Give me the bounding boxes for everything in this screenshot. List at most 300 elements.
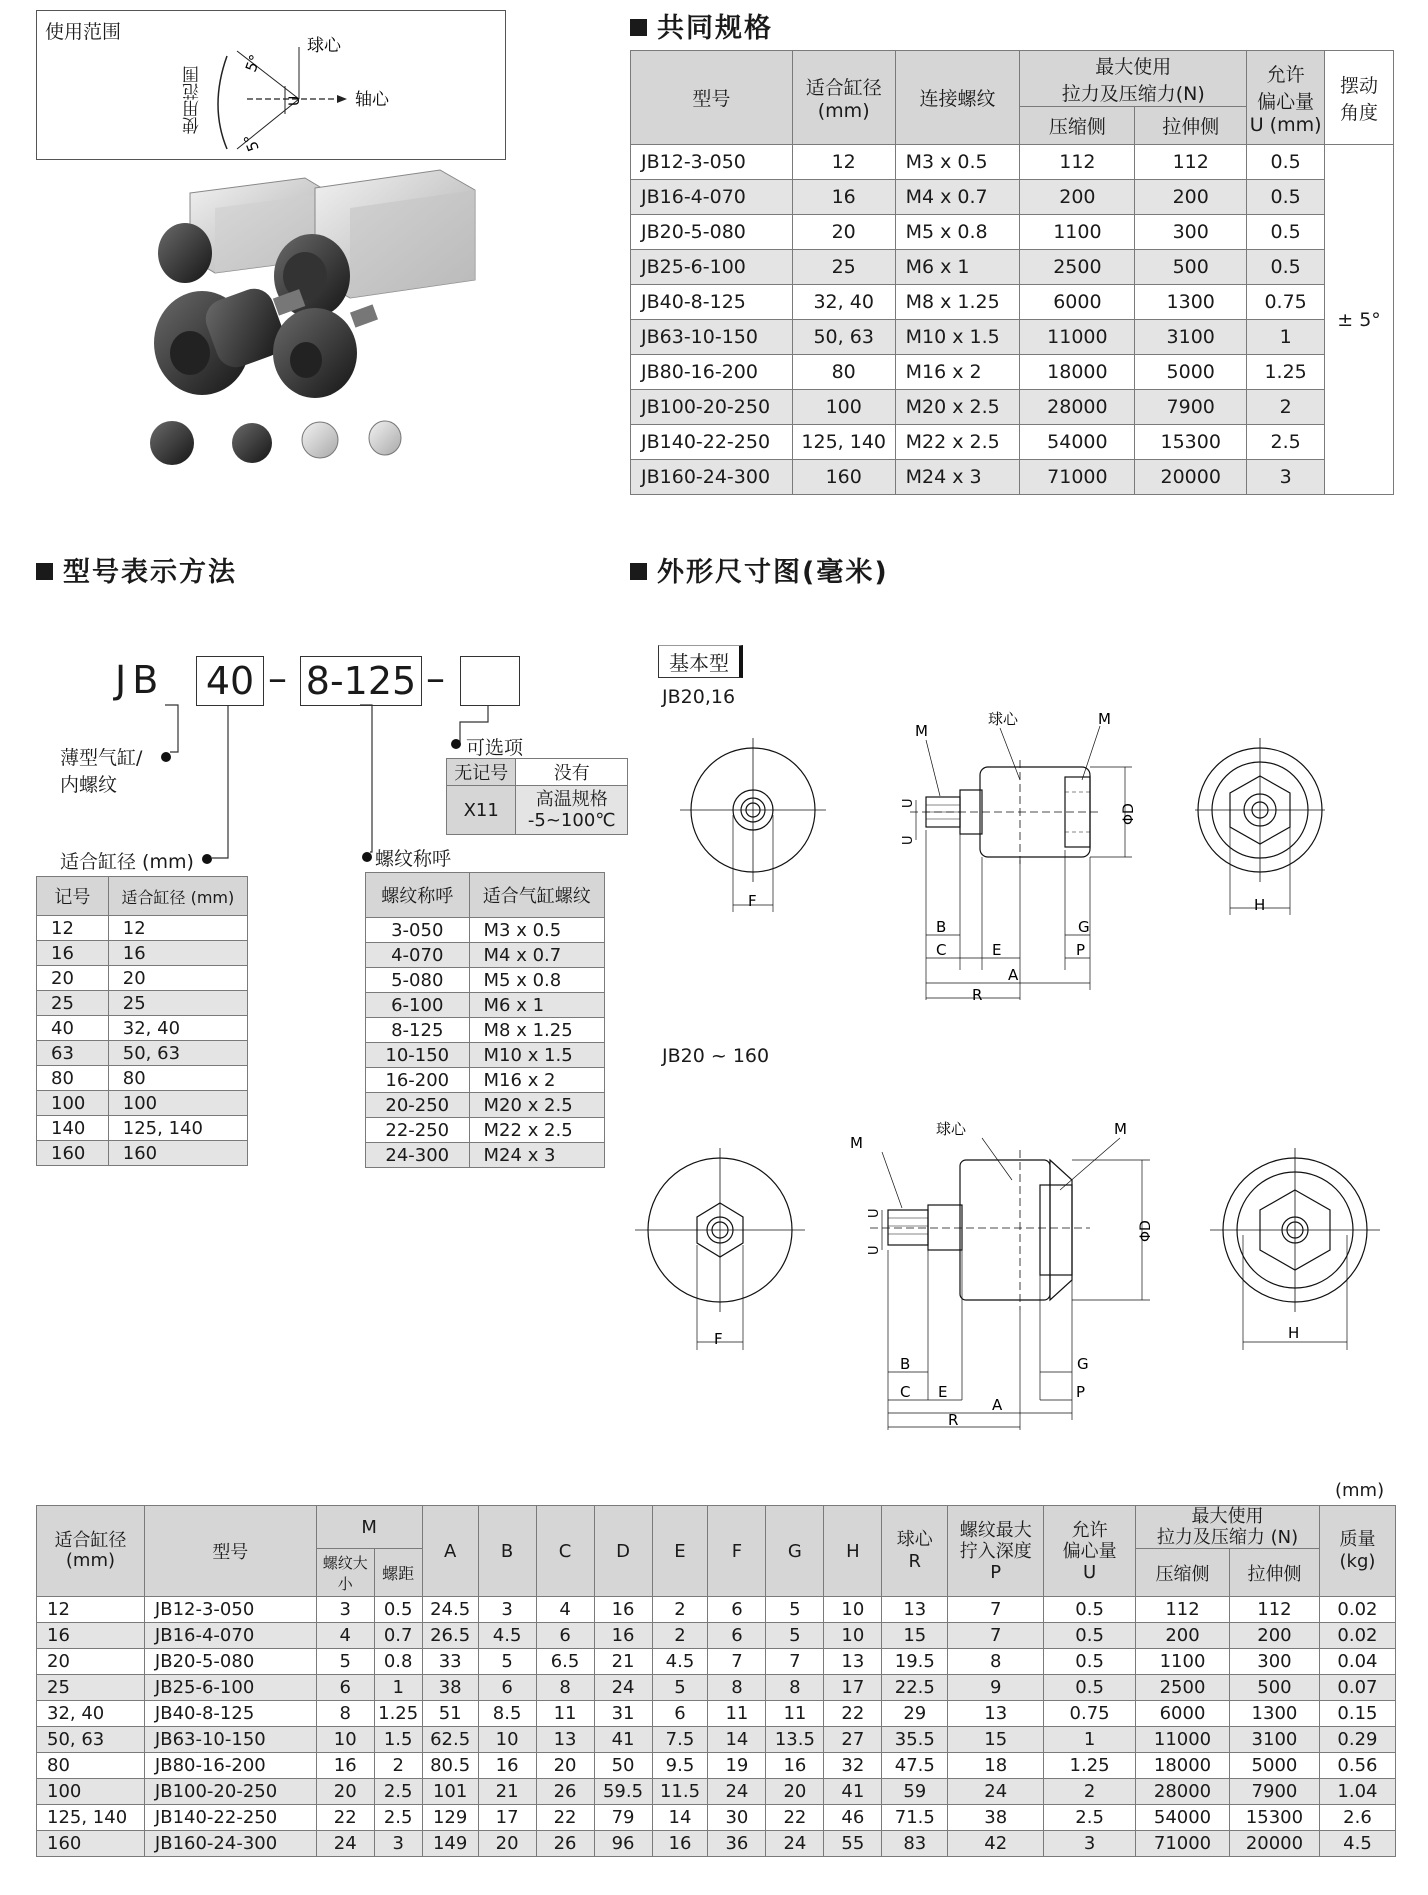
table-cell: 38 (948, 1805, 1044, 1831)
table-cell: 4.5 (652, 1649, 708, 1675)
table-cell: 125, 140 (37, 1805, 145, 1831)
spec-cell: JB16-4-070 (631, 180, 793, 215)
table-cell: 14 (708, 1727, 766, 1753)
spec-cell: M5 x 0.8 (895, 215, 1020, 250)
table-row (37, 1066, 248, 1091)
spec-cell: 6000 (1020, 285, 1135, 320)
table-cell: 1100 (1136, 1649, 1230, 1675)
table-cell: 6000 (1136, 1701, 1230, 1727)
spec-header-max-force: 最大使用 拉力及压缩力(N) (1020, 51, 1247, 107)
spec-swing-value: ± 5° (1325, 145, 1394, 495)
spec-cell: 0.75 (1247, 285, 1325, 320)
dim-header-e: E (652, 1506, 708, 1597)
table-cell: 3 (316, 1597, 374, 1623)
spec-row (631, 250, 1394, 285)
spec-cell: 1100 (1020, 215, 1135, 250)
dim-header-tension: 拉伸侧 (1229, 1549, 1319, 1597)
table-cell: 4-070 (366, 943, 470, 968)
table-cell: 149 (422, 1831, 478, 1857)
dim-header-p: 螺纹最大 拧入深度 P (948, 1506, 1044, 1597)
table-cell: JB25-6-100 (144, 1675, 316, 1701)
table-cell: 300 (1229, 1649, 1319, 1675)
spec-cell: 2500 (1020, 250, 1135, 285)
spec-cell: 0.5 (1247, 250, 1325, 285)
dim-label-c: C (936, 941, 947, 959)
model-code-thread: 8-125 (305, 659, 417, 703)
table-cell: 8-125 (366, 1018, 470, 1043)
table-cell: 29 (882, 1701, 948, 1727)
spec-cell: 20000 (1135, 460, 1247, 495)
dim-header-bore: 适合缸径 (mm) (37, 1506, 145, 1597)
table-cell: 24 (708, 1779, 766, 1805)
table-cell: 96 (594, 1831, 652, 1857)
table-cell: 7 (948, 1623, 1044, 1649)
table-cell: 10 (824, 1597, 882, 1623)
table-cell: 51 (422, 1701, 478, 1727)
table-row (366, 1118, 605, 1143)
option-table (446, 758, 628, 835)
spec-cell: 12 (792, 145, 895, 180)
table-cell: 62.5 (422, 1727, 478, 1753)
table-cell: 22.5 (882, 1675, 948, 1701)
table-cell: 101 (422, 1779, 478, 1805)
table-cell: 6.5 (536, 1649, 594, 1675)
range-axis-label: 轴心 (355, 90, 389, 110)
table-cell: 24 (594, 1675, 652, 1701)
table-cell: 13 (824, 1649, 882, 1675)
table-cell: 83 (882, 1831, 948, 1857)
spec-row (631, 425, 1394, 460)
table-cell: JB12-3-050 (144, 1597, 316, 1623)
table-row (366, 943, 605, 968)
table-cell: 2.5 (1044, 1805, 1136, 1831)
table-row (366, 1093, 605, 1118)
table-cell: 100 (37, 1779, 145, 1805)
table-cell: 24.5 (422, 1597, 478, 1623)
spec-header-compress: 压缩侧 (1020, 107, 1135, 145)
table-cell: 27 (824, 1727, 882, 1753)
table-cell: 12 (37, 916, 109, 941)
table-cell: 24 (316, 1831, 374, 1857)
table-cell: 36 (708, 1831, 766, 1857)
table-cell: 20 (766, 1779, 824, 1805)
table-cell: 6-100 (366, 993, 470, 1018)
table-row (37, 1727, 1396, 1753)
table-cell: 2 (1044, 1779, 1136, 1805)
table-row (37, 1091, 248, 1116)
table-cell: 11 (536, 1701, 594, 1727)
table-cell: 7 (708, 1649, 766, 1675)
range-angle-bottom: 5° (240, 131, 263, 154)
table-cell: 3 (1044, 1831, 1136, 1857)
section-title-outline-text: 外形尺寸图(毫米) (657, 557, 889, 588)
table-cell: JB140-22-250 (144, 1805, 316, 1831)
table-cell: 50 (594, 1753, 652, 1779)
table-cell: 8.5 (478, 1701, 536, 1727)
table-cell: 20 (478, 1831, 536, 1857)
table-cell: 16 (766, 1753, 824, 1779)
range-ball-label: 球心 (307, 36, 341, 56)
dimension-table (36, 1505, 1396, 1857)
dim-label-f-large: F (714, 1330, 723, 1348)
table-cell: 9.5 (652, 1753, 708, 1779)
table-row (37, 1649, 1396, 1675)
spec-cell: 1.25 (1247, 355, 1325, 390)
table-cell: 0.5 (1044, 1649, 1136, 1675)
spec-cell: 7900 (1135, 390, 1247, 425)
spec-cell: M4 x 0.7 (895, 180, 1020, 215)
model-code-dash-2: – (426, 656, 445, 700)
spec-cell: 160 (792, 460, 895, 495)
spec-cell: 3 (1247, 460, 1325, 495)
table-cell: JB20-5-080 (144, 1649, 316, 1675)
table-cell: 2500 (1136, 1675, 1230, 1701)
spec-cell: 300 (1135, 215, 1247, 250)
table-cell: 9 (948, 1675, 1044, 1701)
table-cell: 11000 (1136, 1727, 1230, 1753)
bore-header-code: 记号 (37, 877, 109, 916)
basic-type-tag (658, 645, 743, 678)
dim-header-model: 型号 (144, 1506, 316, 1597)
table-cell: 21 (478, 1779, 536, 1805)
table-cell: 22 (316, 1805, 374, 1831)
table-row (37, 1831, 1396, 1857)
ball-center-label: 球心 (988, 710, 1019, 728)
table-cell: 8 (536, 1675, 594, 1701)
table-cell: 22-250 (366, 1118, 470, 1143)
spec-cell: 2.5 (1247, 425, 1325, 460)
table-cell: 32, 40 (37, 1701, 145, 1727)
table-cell: 16 (316, 1753, 374, 1779)
dim-label-b: B (936, 918, 947, 936)
table-cell: 1.25 (374, 1701, 422, 1727)
spec-cell: 80 (792, 355, 895, 390)
table-cell: 6 (708, 1597, 766, 1623)
dim-header-b: B (478, 1506, 536, 1597)
dim-label-p-large: P (1076, 1383, 1086, 1401)
spec-cell: 54000 (1020, 425, 1135, 460)
label-bore: 适合缸径 (mm) (60, 851, 194, 873)
table-cell: 7900 (1229, 1779, 1319, 1805)
table-cell: 22 (536, 1805, 594, 1831)
dim-header-c: C (536, 1506, 594, 1597)
section-title-outline (630, 550, 889, 589)
dim-label-u-1-large: U (867, 1208, 882, 1218)
table-cell: 129 (422, 1805, 478, 1831)
table-cell: 59 (882, 1779, 948, 1805)
table-cell: 50, 63 (108, 1041, 247, 1066)
table-cell: 6 (536, 1623, 594, 1649)
spec-cell: M16 x 2 (895, 355, 1020, 390)
dim-header-mass: 质量 (kg) (1319, 1506, 1395, 1597)
dim-label-a: A (1008, 966, 1019, 984)
table-cell: 3100 (1229, 1727, 1319, 1753)
table-cell: 18 (948, 1753, 1044, 1779)
table-cell: 11.5 (652, 1779, 708, 1805)
dim-table-unit: (mm) (1335, 1480, 1385, 1501)
option-none-desc: 没有 (516, 759, 628, 786)
table-cell: 20 (37, 1649, 145, 1675)
spec-cell: 2 (1247, 390, 1325, 425)
table-cell: M22 x 2.5 (469, 1118, 604, 1143)
table-cell: 25 (37, 1675, 145, 1701)
table-cell: 13 (536, 1727, 594, 1753)
table-cell: 41 (594, 1727, 652, 1753)
dim-label-f: F (748, 892, 757, 910)
table-cell: 71.5 (882, 1805, 948, 1831)
table-row (37, 991, 248, 1016)
thread-header-name: 螺纹称呼 (366, 873, 470, 918)
table-cell: 1 (374, 1675, 422, 1701)
dim-header-m-pitch: 螺距 (374, 1549, 422, 1597)
spec-cell: 32, 40 (792, 285, 895, 320)
table-cell: 0.8 (374, 1649, 422, 1675)
table-cell: M4 x 0.7 (469, 943, 604, 968)
table-cell: 22 (824, 1701, 882, 1727)
spec-cell: M10 x 1.5 (895, 320, 1020, 355)
spec-cell: M24 x 3 (895, 460, 1020, 495)
dim-label-m-right-large: M (1114, 1120, 1127, 1138)
table-cell: 160 (37, 1141, 109, 1166)
table-cell: 6 (316, 1675, 374, 1701)
spec-cell: 15300 (1135, 425, 1247, 460)
bore-header-bore: 适合缸径 (mm) (108, 877, 247, 916)
table-row (366, 993, 605, 1018)
table-cell: M20 x 2.5 (469, 1093, 604, 1118)
table-cell: M5 x 0.8 (469, 968, 604, 993)
table-cell: 12 (37, 1597, 145, 1623)
table-cell: 200 (1136, 1623, 1230, 1649)
table-cell: 26 (536, 1779, 594, 1805)
table-cell: 80 (37, 1753, 145, 1779)
spec-cell: JB40-8-125 (631, 285, 793, 320)
table-cell: 1300 (1229, 1701, 1319, 1727)
table-cell: 35.5 (882, 1727, 948, 1753)
dim-header-r: 球心 R (882, 1506, 948, 1597)
dim-label-b-large: B (900, 1355, 911, 1373)
table-cell: 10-150 (366, 1043, 470, 1068)
dim-label-u-1: U (901, 798, 916, 808)
table-row (37, 1623, 1396, 1649)
table-row (37, 966, 248, 991)
model-code-dash-1: – (268, 656, 287, 700)
spec-cell: JB100-20-250 (631, 390, 793, 425)
table-cell: 0.5 (1044, 1623, 1136, 1649)
table-cell: 10 (824, 1623, 882, 1649)
table-cell: 1.04 (1319, 1779, 1395, 1805)
table-cell: 13 (948, 1701, 1044, 1727)
dim-label-e-large: E (938, 1383, 948, 1401)
spec-cell: M3 x 0.5 (895, 145, 1020, 180)
table-cell: 0.5 (1044, 1675, 1136, 1701)
spec-cell: 5000 (1135, 355, 1247, 390)
table-cell: 42 (948, 1831, 1044, 1857)
spec-row (631, 355, 1394, 390)
table-row (366, 918, 605, 943)
table-row (37, 1116, 248, 1141)
table-cell: 12 (108, 916, 247, 941)
spec-cell: M8 x 1.25 (895, 285, 1020, 320)
spec-row (631, 285, 1394, 320)
table-cell: 6 (478, 1675, 536, 1701)
table-cell: 2.6 (1319, 1805, 1395, 1831)
table-cell: 20 (37, 966, 109, 991)
table-cell: 32, 40 (108, 1016, 247, 1041)
table-cell: 25 (108, 991, 247, 1016)
table-cell: 0.02 (1319, 1623, 1395, 1649)
table-cell: 5 (478, 1649, 536, 1675)
table-cell: 54000 (1136, 1805, 1230, 1831)
spec-cell: 1300 (1135, 285, 1247, 320)
spec-header-swing: 摆动 角度 (1325, 51, 1394, 145)
spec-cell: JB80-16-200 (631, 355, 793, 390)
spec-cell: 50, 63 (792, 320, 895, 355)
table-cell: 20-250 (366, 1093, 470, 1118)
section-title-spec-text: 共同规格 (657, 13, 773, 44)
table-cell: 14 (652, 1805, 708, 1831)
table-cell: 24-300 (366, 1143, 470, 1168)
dim-label-m-left-large: M (850, 1134, 863, 1152)
table-cell: 16 (108, 941, 247, 966)
table-row (37, 1779, 1396, 1805)
table-row (366, 968, 605, 993)
range-angle-top: 5° (241, 52, 265, 75)
table-cell: 16 (478, 1753, 536, 1779)
table-cell: 140 (37, 1116, 109, 1141)
dim-header-compress: 压缩侧 (1136, 1549, 1230, 1597)
table-cell: 16 (37, 1623, 145, 1649)
spec-cell: JB140-22-250 (631, 425, 793, 460)
outline-caption-large: JB20 ~ 160 (662, 1045, 770, 1067)
spec-cell: M20 x 2.5 (895, 390, 1020, 425)
dim-header-force: 最大使用 拉力及压缩力 (N) (1136, 1506, 1320, 1549)
table-cell: 3 (478, 1597, 536, 1623)
spec-row (631, 145, 1394, 180)
spec-row (631, 215, 1394, 250)
spec-cell: 25 (792, 250, 895, 285)
table-cell: 3-050 (366, 918, 470, 943)
table-cell: 16 (594, 1597, 652, 1623)
table-cell: 28000 (1136, 1779, 1230, 1805)
dim-header-g: G (766, 1506, 824, 1597)
thread-code-table (365, 872, 605, 1168)
table-cell: 20 (316, 1779, 374, 1805)
table-cell: 2 (374, 1753, 422, 1779)
table-cell: 22 (766, 1805, 824, 1831)
spec-cell: 18000 (1020, 355, 1135, 390)
table-cell: JB16-4-070 (144, 1623, 316, 1649)
table-cell: 10 (316, 1727, 374, 1753)
table-row (37, 1675, 1396, 1701)
table-cell: 0.04 (1319, 1649, 1395, 1675)
spec-cell: M22 x 2.5 (895, 425, 1020, 460)
dim-label-m-left: M (915, 722, 928, 740)
table-cell: 0.5 (374, 1597, 422, 1623)
label-thread: 螺纹称呼 (375, 848, 452, 870)
spec-header-model: 型号 (631, 51, 793, 145)
table-cell: 7 (766, 1649, 824, 1675)
table-cell: M16 x 2 (469, 1068, 604, 1093)
label-cylinder-type: 薄型气缸/ 内螺纹 (60, 747, 143, 796)
dim-label-h-large: H (1288, 1324, 1300, 1342)
table-cell: 5-080 (366, 968, 470, 993)
spec-cell: 125, 140 (792, 425, 895, 460)
thread-header-fit: 适合气缸螺纹 (469, 873, 604, 918)
table-cell: 5 (766, 1623, 824, 1649)
table-cell: 6 (652, 1701, 708, 1727)
table-cell: 24 (948, 1779, 1044, 1805)
dim-label-r: R (972, 986, 983, 1004)
table-cell: 19.5 (882, 1649, 948, 1675)
dim-label-r-large: R (948, 1411, 959, 1429)
table-cell: 0.02 (1319, 1597, 1395, 1623)
dim-label-a-large: A (992, 1396, 1003, 1414)
dim-label-c-large: C (900, 1383, 911, 1401)
table-cell: 4.5 (1319, 1831, 1395, 1857)
spec-row (631, 320, 1394, 355)
table-cell: 5000 (1229, 1753, 1319, 1779)
table-cell: JB63-10-150 (144, 1727, 316, 1753)
table-cell: 2.5 (374, 1805, 422, 1831)
bore-code-table (36, 876, 248, 1166)
table-cell: 17 (478, 1805, 536, 1831)
option-x11-desc: 高温规格 -5~100℃ (516, 786, 628, 835)
table-cell: 24 (766, 1831, 824, 1857)
dim-header-d: D (594, 1506, 652, 1597)
table-cell: 2.5 (374, 1779, 422, 1805)
table-cell: 8 (316, 1701, 374, 1727)
table-cell: M24 x 3 (469, 1143, 604, 1168)
spec-row (631, 180, 1394, 215)
table-cell: 26 (536, 1831, 594, 1857)
table-row (37, 1701, 1396, 1727)
spec-cell: M6 x 1 (895, 250, 1020, 285)
spec-header-offset: 允许 偏心量 U (mm) (1247, 51, 1325, 145)
table-cell: 20000 (1229, 1831, 1319, 1857)
table-cell: 16 (37, 941, 109, 966)
option-code-x11: X11 (447, 786, 516, 835)
spec-header-thread: 连接螺纹 (895, 51, 1020, 145)
table-cell: 8 (708, 1675, 766, 1701)
table-cell: 2 (652, 1597, 708, 1623)
table-row (37, 941, 248, 966)
table-row (37, 1141, 248, 1166)
option-header-none: 无记号 (447, 759, 516, 786)
dim-label-u-2-large: U (867, 1245, 882, 1255)
table-cell: 21 (594, 1649, 652, 1675)
table-cell: 500 (1229, 1675, 1319, 1701)
table-cell: 0.07 (1319, 1675, 1395, 1701)
table-cell: 1 (1044, 1727, 1136, 1753)
dim-header-u: 允许 偏心量 U (1044, 1506, 1136, 1597)
table-cell: 41 (824, 1779, 882, 1805)
table-cell: 26.5 (422, 1623, 478, 1649)
dim-label-e: E (992, 941, 1002, 959)
table-cell: 4 (316, 1623, 374, 1649)
table-cell: M6 x 1 (469, 993, 604, 1018)
spec-cell: 11000 (1020, 320, 1135, 355)
spec-header-bore: 适合缸径 (mm) (792, 51, 895, 145)
outline-caption-small: JB20,16 (662, 686, 736, 708)
section-title-spec (630, 6, 773, 45)
table-cell: 30 (708, 1805, 766, 1831)
table-cell: 46 (824, 1805, 882, 1831)
table-cell: 59.5 (594, 1779, 652, 1805)
dim-label-h: H (1254, 896, 1266, 914)
spec-cell: 500 (1135, 250, 1247, 285)
dim-label-g: G (1078, 918, 1090, 936)
spec-cell: JB20-5-080 (631, 215, 793, 250)
